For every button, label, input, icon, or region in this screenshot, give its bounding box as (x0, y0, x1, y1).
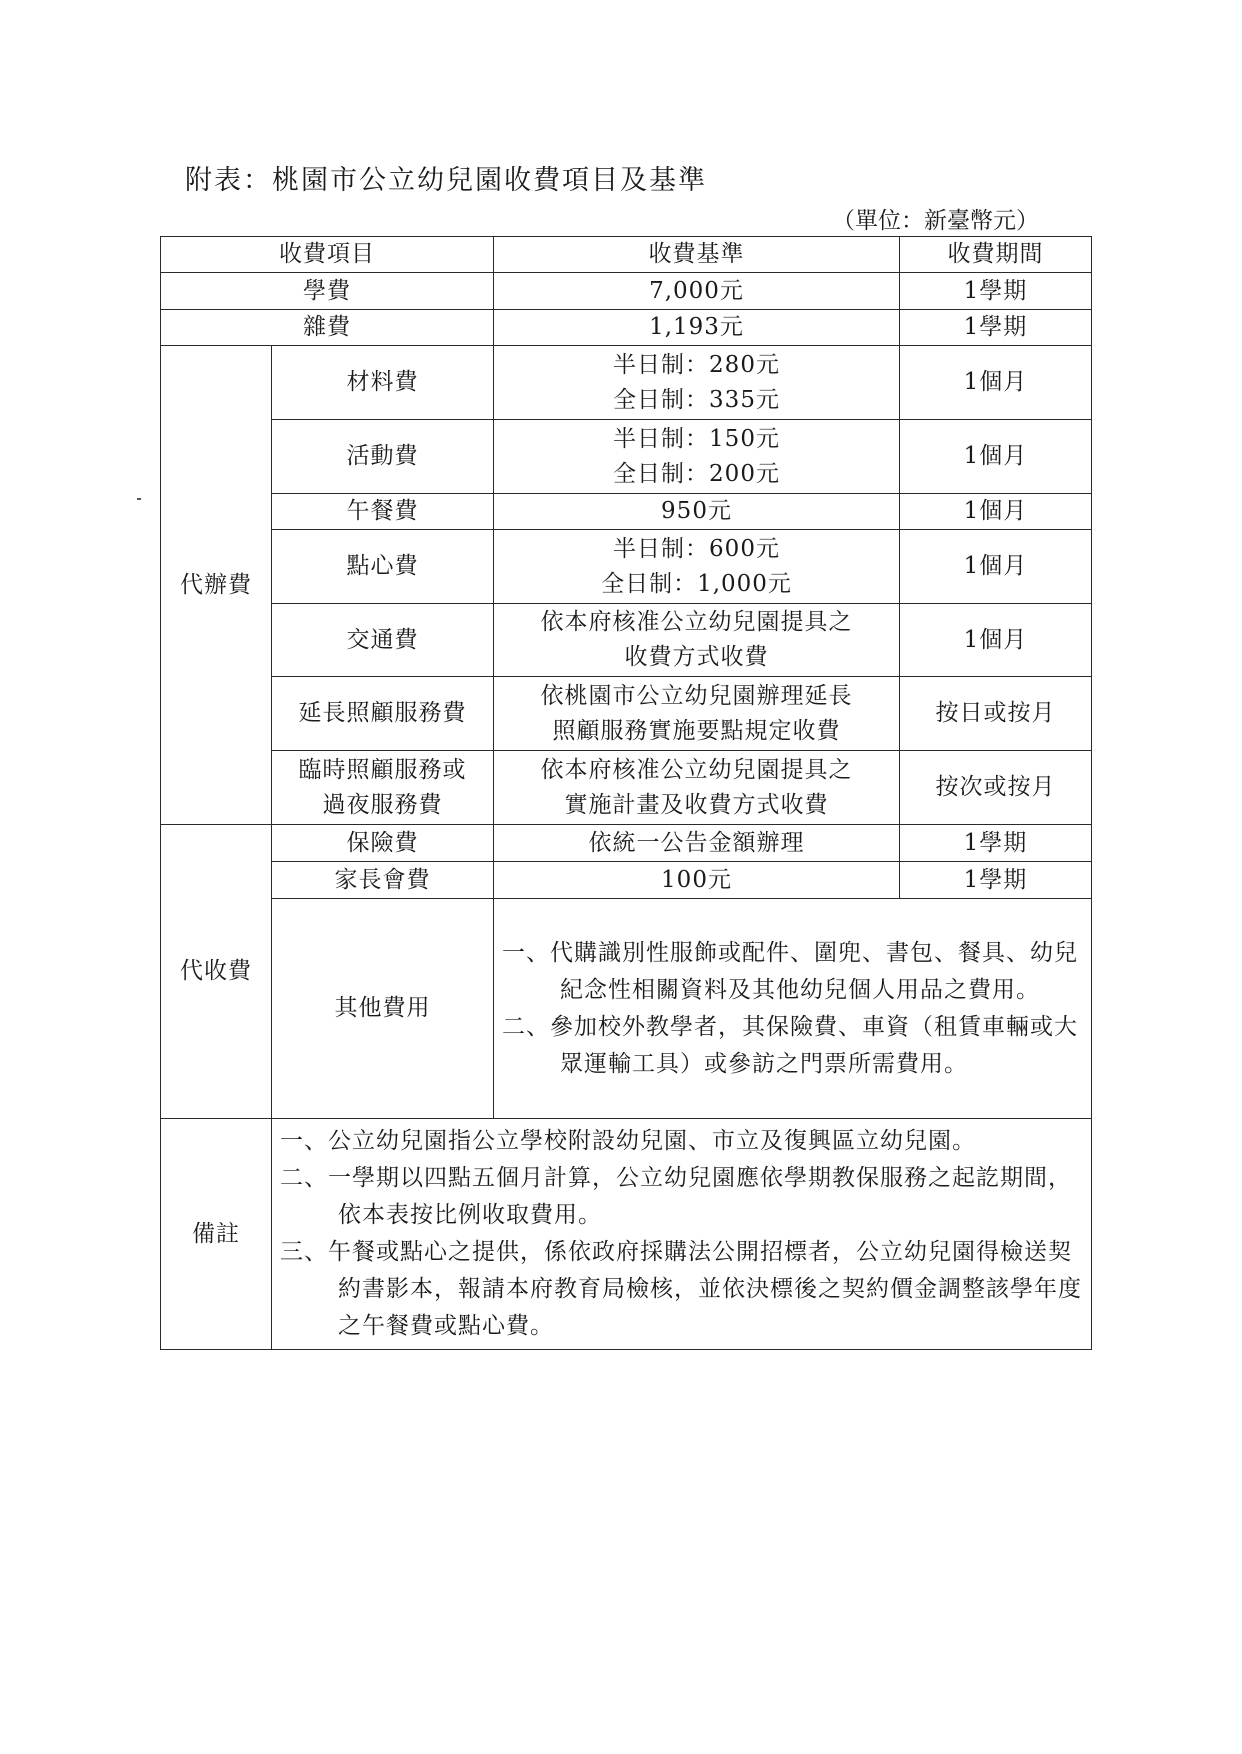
table-row-tuition (161, 273, 1092, 310)
tuition-item: 學費 (161, 273, 494, 310)
remark-note: 二、一學期以四點五個月計算，公立幼兒園應依學期教保服務之起訖期間，依本表按比例收取費用。 (280, 1165, 1072, 1228)
collection-row-parents (161, 862, 1092, 899)
collection-standard: 依統一公告金額辦理 (494, 825, 900, 862)
agency-period: 按日或按月 (900, 677, 1092, 751)
agency-item: 臨時照顧服務或 過夜服務費 (272, 751, 494, 825)
other-fee-notes (494, 899, 1092, 1119)
header-item: 收費項目 (161, 237, 494, 273)
agency-period: 1個月 (900, 346, 1092, 420)
remarks-label: 備註 (161, 1119, 272, 1350)
agency-period: 1個月 (900, 530, 1092, 604)
agency-standard: 依桃園市公立幼兒園辦理延長 照顧服務實施要點規定收費 (494, 677, 900, 751)
agency-item: 活動費 (272, 420, 494, 494)
agency-standard: 950元 (494, 494, 900, 530)
misc-standard: 1,193元 (494, 310, 900, 346)
header-standard: 收費基準 (494, 237, 900, 273)
collection-row-other (161, 899, 1092, 1119)
misc-item: 雜費 (161, 310, 494, 346)
agency-period: 1個月 (900, 494, 1092, 530)
collection-row-insurance (161, 825, 1092, 862)
agency-group-label: 代辦費 (161, 346, 272, 825)
agency-item: 交通費 (272, 604, 494, 677)
remark-note: 三、午餐或點心之提供，係依政府採購法公開招標者，公立幼兒園得檢送契約書影本，報請本府教育局檢核，並依決標後之契約價金調整該學年度之午餐費或點心費。 (280, 1239, 1082, 1339)
agency-standard: 依本府核准公立幼兒園提具之 收費方式收費 (494, 604, 900, 677)
collection-item: 家長會費 (272, 862, 494, 899)
remarks-row (161, 1119, 1092, 1350)
collection-item: 保險費 (272, 825, 494, 862)
agency-row-snack (161, 530, 1092, 604)
collection-standard: 100元 (494, 862, 900, 899)
agency-row-temporary-care (161, 751, 1092, 825)
fee-table (160, 236, 1092, 1350)
agency-row-lunch (161, 494, 1092, 530)
other-fee-note: 二、參加校外教學者，其保險費、車資（租賃車輛或大眾運輸工具）或參訪之門票所需費用。 (502, 1013, 1078, 1077)
collection-period: 1學期 (900, 862, 1092, 899)
agency-item: 延長照顧服務費 (272, 677, 494, 751)
other-fee-note: 一、代購識別性服飾或配件、圍兜、書包、餐具、幼兒紀念性相關資料及其他幼兒個人用品之費用。 (502, 939, 1078, 1003)
agency-period: 按次或按月 (900, 751, 1092, 825)
agency-standard: 半日制：150元 全日制：200元 (494, 420, 900, 494)
agency-standard: 半日制：280元 全日制：335元 (494, 346, 900, 420)
tuition-period: 1學期 (900, 273, 1092, 310)
agency-period: 1個月 (900, 420, 1092, 494)
agency-item: 午餐費 (272, 494, 494, 530)
agency-period: 1個月 (900, 604, 1092, 677)
remarks-notes (272, 1119, 1092, 1350)
tuition-standard: 7,000元 (494, 273, 900, 310)
document-title: 附表：桃園市公立幼兒園收費項目及基準 (185, 165, 707, 196)
scan-speck (137, 498, 141, 500)
misc-period: 1學期 (900, 310, 1092, 346)
collection-group-label: 代收費 (161, 825, 272, 1119)
agency-row-activity (161, 420, 1092, 494)
agency-row-extended-care (161, 677, 1092, 751)
remark-note: 一、公立幼兒園指公立學校附設幼兒園、市立及復興區立幼兒園。 (280, 1128, 976, 1154)
header-row (161, 237, 1092, 273)
header-period: 收費期間 (900, 237, 1092, 273)
agency-standard: 依本府核准公立幼兒園提具之 實施計畫及收費方式收費 (494, 751, 900, 825)
agency-row-transport (161, 604, 1092, 677)
agency-item: 點心費 (272, 530, 494, 604)
table-row-misc (161, 310, 1092, 346)
agency-standard: 半日制：600元 全日制：1,000元 (494, 530, 900, 604)
agency-item: 材料費 (272, 346, 494, 420)
currency-unit-note: （單位：新臺幣元） (832, 208, 1039, 234)
collection-period: 1學期 (900, 825, 1092, 862)
agency-row-material (161, 346, 1092, 420)
collection-item: 其他費用 (272, 899, 494, 1119)
